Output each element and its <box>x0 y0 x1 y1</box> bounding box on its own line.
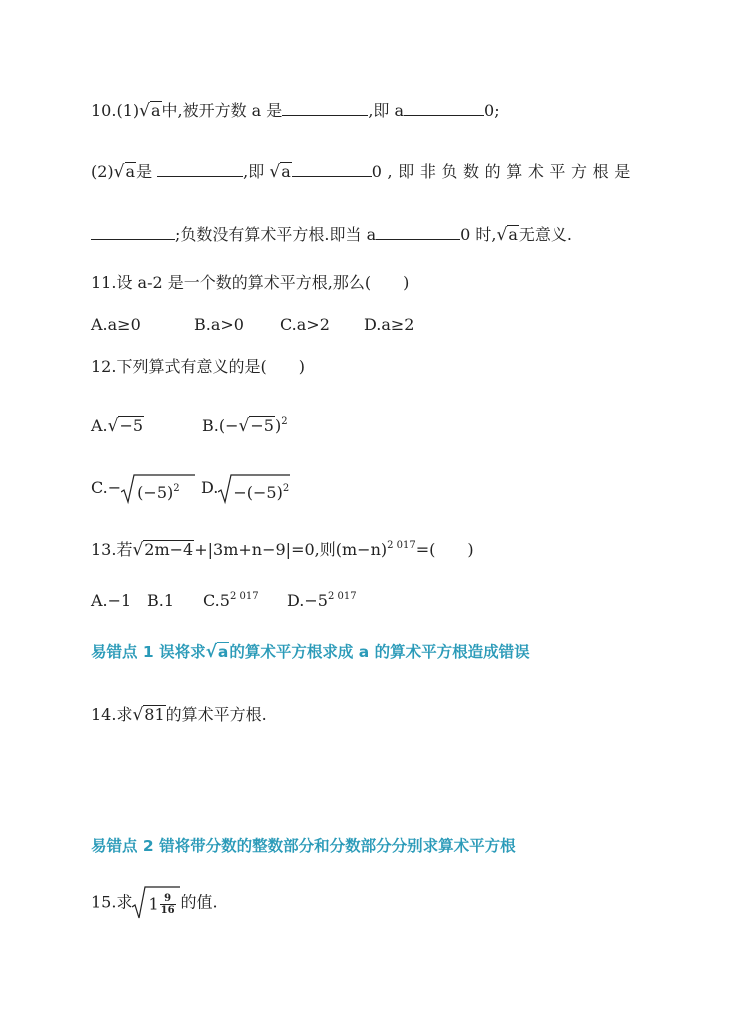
error-point-2-heading: 易错点 2 错将带分数的整数部分和分数部分分别求算术平方根 <box>91 837 516 855</box>
sqrt-a: √a <box>205 642 229 662</box>
q11-options <box>91 313 414 337</box>
option-c[interactable]: $C.5^{2 017}$ <box>203 591 259 610</box>
sqrt-a: √a <box>269 162 291 182</box>
sqrt-mixed-number: 1 $\frac{9}{16}$ <box>132 885 180 921</box>
sqrt-a: √a <box>496 225 518 245</box>
q10-line3: ;负数没有算术平方根.即当 a 0 时,√a无意义. <box>91 223 572 247</box>
q10-line2: (2)√a是 ,即 √a 0,即非负数的算术平方根是 <box>91 162 636 182</box>
q12-options-cd <box>91 472 290 505</box>
option-c[interactable]: C.a>2 <box>280 315 330 334</box>
error-point-1-heading: 易错点 1 误将求√a的算术平方根求成 a 的算术平方根造成错误 <box>91 642 530 662</box>
fraction: $\frac{9}{16}$ <box>160 892 175 916</box>
q13-options <box>91 585 357 613</box>
q10-line1: 10.(1)√a中,被开方数 a 是 ,即 a 0; <box>91 101 500 121</box>
sqrt-expression: √2m−4 <box>132 540 194 560</box>
option-d[interactable]: D. $-(-5)^2$ <box>201 472 290 505</box>
option-a[interactable]: A.√−5 <box>91 416 144 436</box>
sqrt-expression: $(-5)^2$ <box>121 473 195 505</box>
option-d[interactable]: D.a≥2 <box>364 315 415 334</box>
answer-blank[interactable] <box>376 223 460 240</box>
sqrt-expression: √−5 <box>238 416 274 436</box>
answer-blank[interactable] <box>157 160 243 177</box>
sqrt-a: √a <box>113 162 136 182</box>
answer-blank[interactable] <box>292 160 372 177</box>
option-c[interactable]: C.− $(-5)^2$ <box>91 472 201 505</box>
sqrt-a: √a <box>139 101 161 121</box>
answer-blank[interactable] <box>282 99 368 116</box>
q13-stem: 13.若√2m−4+|3m+n−9|=0,则$(m-n)^{2 017}=$( ) <box>91 540 474 560</box>
option-a[interactable]: A.−1 <box>91 591 132 610</box>
option-b[interactable]: B.a>0 <box>194 315 244 334</box>
sqrt-expression: √−5 <box>107 416 144 436</box>
q12-stem: 12.下列算式有意义的是( ) <box>91 357 305 376</box>
option-a[interactable]: A.a≥0 <box>91 315 141 334</box>
option-b[interactable]: $B.(-√-5)^2$ <box>202 416 288 436</box>
q12-options-ab <box>91 410 288 438</box>
q15-stem: 15.求 1 $\frac{9}{16}$ 的值. <box>91 884 218 921</box>
q14-stem: 14.求√81的算术平方根. <box>91 705 267 725</box>
answer-blank[interactable] <box>404 99 484 116</box>
sqrt-81: √81 <box>132 705 165 725</box>
option-d[interactable]: $D.-5^{2 017}$ <box>287 591 357 610</box>
option-b[interactable]: B.1 <box>147 591 175 610</box>
sqrt-expression: $-(-5)^2$ <box>218 473 290 505</box>
q11-stem: 11.设 a-2 是一个数的算术平方根,那么( ) <box>91 273 410 292</box>
q10-number: 10.(1) <box>91 101 140 120</box>
answer-blank[interactable] <box>91 223 175 240</box>
